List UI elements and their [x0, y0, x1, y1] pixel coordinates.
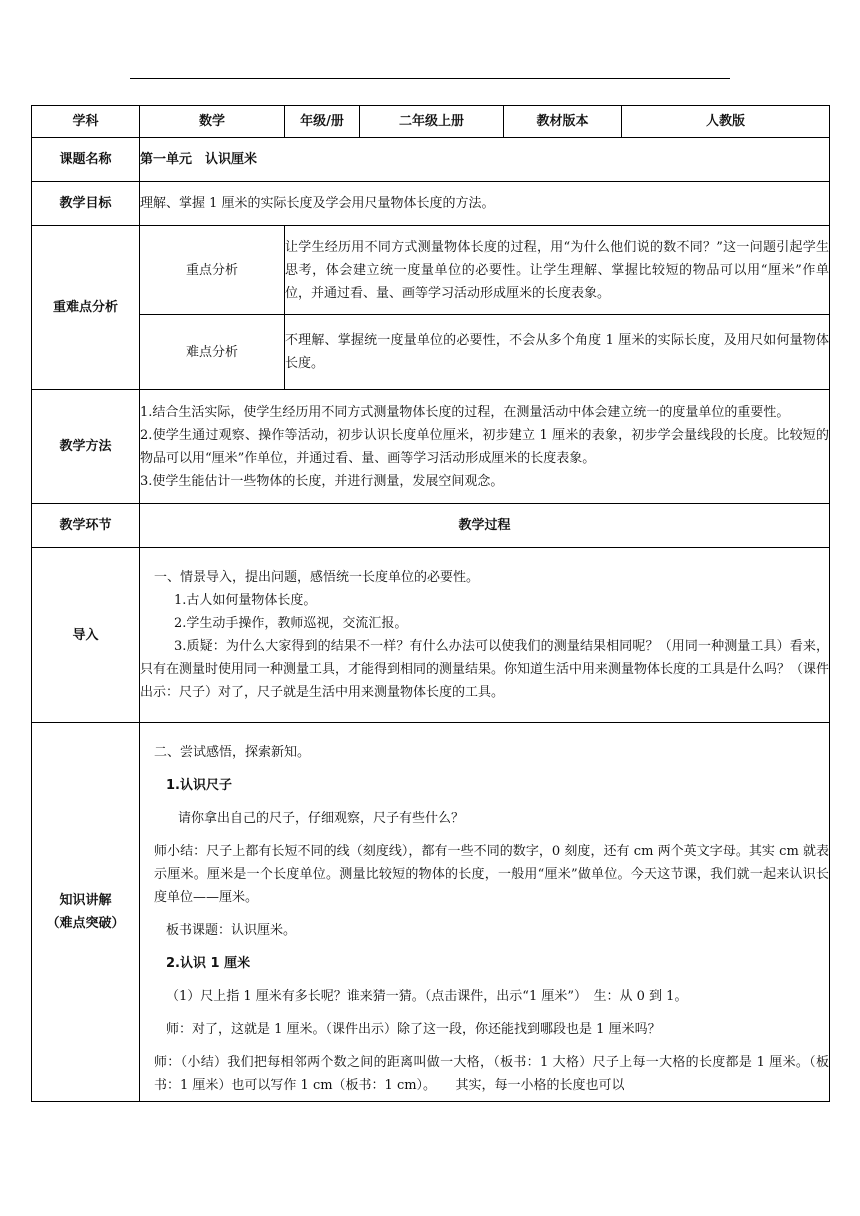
- knowledge-label: [32, 723, 140, 1102]
- analysis-label: 重难点分析: [32, 226, 140, 390]
- knowledge-paragraph: 师：（小结）我们把每相邻两个数之间的距离叫做一大格，（板书：1 大格）尺子上每一大格的长度都是 1 厘米。（板书：1 厘米）也可以写作 1 cm（板书：1 cm）。 其实，每一小格的长度也可以: [154, 1055, 829, 1093]
- method-item: 2.使学生通过观察、操作等活动，初步认识长度单位厘米，初步建立 1 厘米的表象，初步学会量线段的长度。比较短的物品可以用“厘米”作单位，并通过看、量、画等学习活动形成厘米的长度表象。: [140, 427, 829, 466]
- knowledge-paragraph: 请你拿出自己的尺子，仔细观察，尺子有些什么？: [178, 811, 465, 826]
- goal-text: 理解、掌握 1 厘米的实际长度及学会用尺量物体长度的方法。: [140, 182, 830, 226]
- method-item: 3.使学生能估计一些物体的长度，并进行测量，发展空间观念。: [140, 473, 504, 489]
- difficulty-text: 不理解、掌握统一度量单位的必要性，不会从多个角度 1 厘米的实际长度，及用尺如何量物体长度。: [285, 315, 830, 390]
- method-cell: [140, 390, 830, 504]
- intro-row: [32, 548, 830, 723]
- knowledge-row: [32, 723, 830, 1102]
- subject-label: 学科: [32, 106, 140, 138]
- method-row: [32, 390, 830, 504]
- intro-paragraph: 2.学生动手操作，教师巡视，交流汇报。: [174, 616, 408, 631]
- method-label: 教学方法: [32, 390, 140, 504]
- knowledge-cell: [140, 723, 830, 1102]
- knowledge-label-line1: 知识讲解: [59, 893, 112, 908]
- knowledge-subheading: 2.认识 1 厘米: [166, 956, 251, 971]
- top-rule: [130, 78, 730, 79]
- knowledge-paragraph: （1）尺上指 1 厘米有多长呢？谁来猜一猜。（点击课件，出示“1 厘米”） 生：从 0 到 1。: [166, 989, 688, 1004]
- intro-paragraph: 1.古人如何量物体长度。: [174, 593, 317, 608]
- intro-paragraph: 3.质疑：为什么大家得到的结果不一样？有什么办法可以使我们的测量结果相同呢？（用同一种测量工具）看来，只有在测量时使用同一种测量工具，才能得到相同的测量结果。你知道生活中用来测量物体长度的工具是什么吗？（课件出示：尺子）对了，尺子就是生活中用来测量物体长度的工具。: [140, 639, 830, 700]
- goal-label: 教学目标: [32, 182, 140, 226]
- process-header-row: [32, 504, 830, 548]
- intro-heading: 一、情景导入，提出问题，感悟统一长度单位的必要性。: [154, 570, 480, 585]
- header-row: [32, 106, 830, 138]
- knowledge-heading: 二、尝试感悟，探索新知。: [154, 745, 311, 760]
- grade-value: 二年级上册: [360, 106, 504, 138]
- goal-row: [32, 182, 830, 226]
- lesson-title-row: [32, 138, 830, 182]
- edition-label: 教材版本: [504, 106, 622, 138]
- difficulty-label: 难点分析: [140, 315, 285, 390]
- grade-label: 年级/册: [285, 106, 360, 138]
- process-content-label: 教学过程: [140, 504, 830, 548]
- key-point-text: 让学生经历用不同方式测量物体长度的过程，用“为什么他们说的数不同？”这一问题引起学生思考，体会建立统一度量单位的必要性。让学生理解、掌握比较短的物品可以用“厘米”作单位，并通过看、量、画等学习活动形成厘米的长度表象。: [285, 226, 830, 315]
- difficulty-row: [32, 315, 830, 390]
- lesson-title: 第一单元 认识厘米: [140, 138, 830, 182]
- subject-value: 数学: [140, 106, 285, 138]
- edition-value: 人教版: [622, 106, 830, 138]
- lesson-plan-table: [31, 105, 830, 1102]
- key-point-row: [32, 226, 830, 315]
- knowledge-label-line2: （难点突破）: [46, 916, 125, 931]
- process-stage-label: 教学环节: [32, 504, 140, 548]
- knowledge-subheading: 1.认识尺子: [166, 778, 232, 793]
- knowledge-paragraph: 师：对了，这就是 1 厘米。（课件出示）除了这一段，你还能找到哪段也是 1 厘米吗？: [166, 1022, 661, 1037]
- knowledge-paragraph: 板书课题：认识厘米。: [166, 923, 297, 938]
- lesson-title-label: 课题名称: [32, 138, 140, 182]
- intro-cell: [140, 548, 830, 723]
- key-point-label: 重点分析: [140, 226, 285, 315]
- method-item: 1.结合生活实际，使学生经历用不同方式测量物体长度的过程，在测量活动中体会建立统一的度量单位的重要性。: [140, 404, 790, 420]
- knowledge-paragraph: 师小结：尺子上都有长短不同的线（刻度线），都有一些不同的数字，0 刻度，还有 cm 两个英文字母。其实 cm 就表示厘米。厘米是一个长度单位。测量比较短的物体的长度，一般用“厘米”做单位。今天这节课，我们就一起来认识长度单位——厘米。: [154, 844, 829, 905]
- intro-label: 导入: [32, 548, 140, 723]
